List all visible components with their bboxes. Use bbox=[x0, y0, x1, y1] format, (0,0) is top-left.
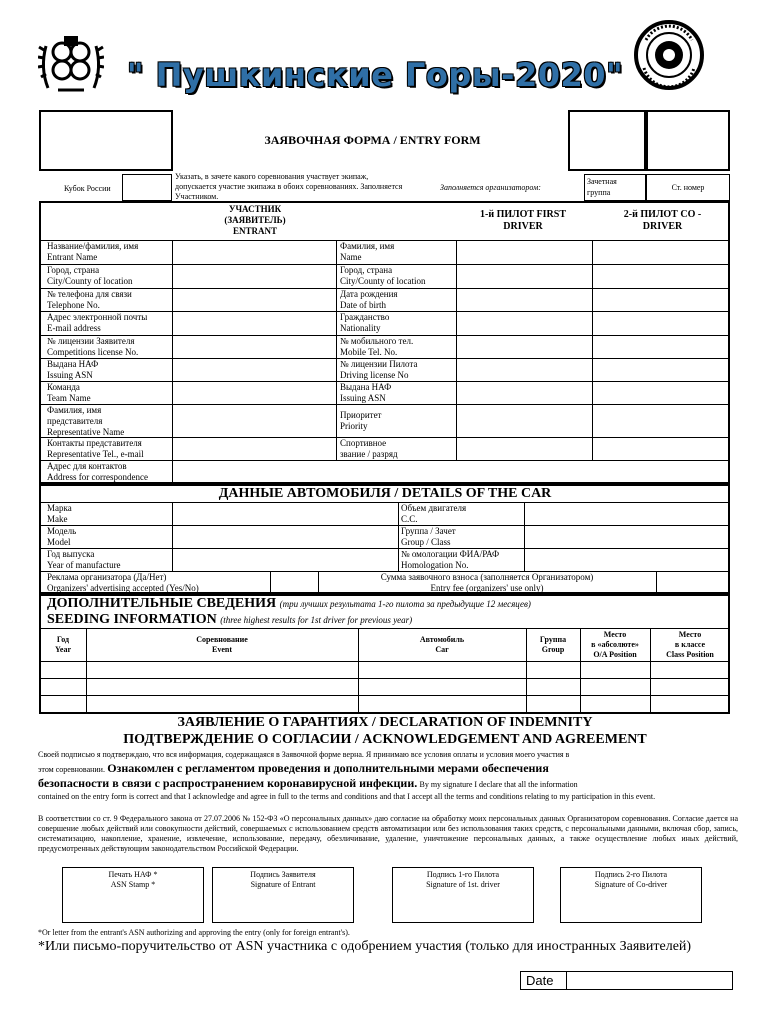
driver-rank-label: Спортивное звание / разряд bbox=[340, 438, 398, 459]
driver-mobile-label: № мобильного тел. Mobile Tel. No. bbox=[340, 336, 414, 357]
col-class-position: Место в классе Class Position bbox=[666, 630, 714, 659]
declaration-p4: contained on the entry form is correct and that I acknowledge and agree in full to the terms and conditions and that I accept all the terms and conditions relating to my participation in this event. bbox=[38, 792, 656, 801]
col-car: Автомобиль Car bbox=[419, 635, 465, 654]
sig-stamp-box[interactable]: Печать НАФ * ASN Stamp * bbox=[62, 867, 204, 923]
driver-nationality-label: Гражданство Nationality bbox=[340, 312, 390, 333]
indicate-note: Указать, в зачете какого соревнования участвует экипаж, допускается участие экипажа в обоих соревнованиях. Заполняется Участником. bbox=[175, 172, 403, 201]
right-emblem bbox=[634, 10, 704, 100]
entrant-city-label: Город, страна City/County of location bbox=[47, 265, 133, 286]
car-homologation-label: № омологации ФИА/РАФ Homologation No. bbox=[401, 549, 500, 570]
car-cc-label: Объем двигателя C.C. bbox=[401, 503, 467, 524]
sig-co-driver-box[interactable]: Подпись 2-го Пилота Signature of Co-driver bbox=[560, 867, 702, 923]
driver-dob-label: Дата рождения Date of birth bbox=[340, 289, 398, 310]
declaration-p5: В соответствии со ст. 9 Федерального закона от 27.07.2006 № 152-ФЗ «О персональных данных» даю согласие на обработку моих персональных данных Организатором соревнования. Согласие дается на совершение любых действий или совокупности действий, совершаемых с использованием средств автоматизации или без использования таких средств, с персональными данными, включая сбор, запись, систематизацию, накопление, хранение, извлечение, использование, передачу, обезличивание, удаление, уничтожение персональных данных, а также осуществление любых иных действий, предусмотренных действующим законодательством Российской Федерации. bbox=[38, 814, 738, 853]
driver-name-label: Фамилия, имя Name bbox=[340, 241, 395, 262]
rep-name-label: Фамилия, имя представителя Representative Name bbox=[47, 405, 125, 437]
acknowledgement-title: ПОДТВЕРЖДЕНИЕ О СОГЛАСИИ / ACKNOWLEDGEMENT AND AGREEMENT bbox=[123, 732, 647, 747]
seeding-title-ru: ДОПОЛНИТЕЛЬНЫЕ СВЕДЕНИЯ (три лучших результата 1-го пилота за предыдущие 12 месяцев) bbox=[47, 596, 531, 611]
sig-entrant-box[interactable]: Подпись Заявителя Signature of Entrant bbox=[212, 867, 354, 923]
club-seal-icon bbox=[634, 10, 704, 100]
entrant-asn-label: Выдана НАФ Issuing ASN bbox=[47, 359, 99, 380]
entrant-name-label: Название/фамилия, имя Entrant Name bbox=[47, 241, 139, 262]
form-title: ЗАЯВОЧНАЯ ФОРМА / ENTRY FORM bbox=[264, 133, 481, 147]
car-section-title: ДАННЫЕ АВТОМОБИЛЯ / DETAILS OF THE CAR bbox=[218, 486, 552, 501]
col-oa-position: Место в «абсолюте» O/A Position bbox=[591, 630, 639, 659]
sig-first-driver-box[interactable]: Подпись 1-го Пилота Signature of 1st. driver bbox=[392, 867, 534, 923]
cup-label: Кубок России bbox=[64, 184, 111, 193]
address-label: Адрес для контактов Address for correspondence bbox=[47, 461, 148, 482]
entry-fee-label: Сумма заявочного взноса (заполняется Организатором) Entry fee (organizers' use only) bbox=[380, 572, 594, 593]
car-make-label: Марка Make bbox=[47, 503, 72, 524]
declaration-title: ЗАЯВЛЕНИЕ О ГАРАНТИЯХ / DECLARATION OF INDEMNITY bbox=[177, 715, 593, 730]
box-right-2 bbox=[646, 110, 730, 171]
first-driver-header: 1-й ПИЛОТ FIRST DRIVER bbox=[479, 209, 566, 232]
co-driver-header: 2-й ПИЛОТ CO - DRIVER bbox=[623, 209, 702, 232]
driver-license-label: № лицензии Пилота Driving license No bbox=[340, 359, 418, 380]
photo-box-left bbox=[39, 110, 173, 171]
car-group-label: Группа / Зачет Group / Class bbox=[401, 526, 456, 547]
declaration-p3: безопасности в связи с распространением коронавирусной инфекции. By my signature I declare that all the information bbox=[38, 776, 578, 790]
seeding-title-en: SEEDING INFORMATION (three highest results for 1st driver for previous year) bbox=[47, 612, 413, 627]
entrant-email-label: Адрес электронной почты E-mail address bbox=[47, 312, 148, 333]
date-label: Date bbox=[526, 973, 554, 988]
car-model-label: Модель Model bbox=[47, 526, 77, 547]
entrant-header: УЧАСТНИК (ЗАЯВИТЕЛЬ) ENTRANT bbox=[224, 204, 286, 236]
rep-contacts-label: Контакты представителя Representative Tel., e-mail bbox=[47, 438, 144, 459]
driver-city-label: Город, страна City/County of location bbox=[340, 265, 426, 286]
col-year: Год Year bbox=[55, 635, 71, 654]
cup-check-box[interactable] bbox=[122, 174, 172, 201]
org-fill-note: Заполняется организатором: bbox=[440, 183, 541, 192]
left-emblem bbox=[38, 28, 104, 96]
footnote-en: *Or letter from the entrant's ASN authorizing and approving the entry (only for foreign entrant's). bbox=[38, 928, 350, 937]
driver-asn-label: Выдана НАФ Issuing ASN bbox=[340, 382, 392, 403]
advertising-label: Реклама организатора (Да/Нет) Organizers' advertising accepted (Yes/No) bbox=[47, 572, 199, 593]
page-title: " Пушкинские Горы-2020" bbox=[126, 56, 624, 94]
col-event: Соревнование Event bbox=[196, 635, 248, 654]
car-year-label: Год выпуска Year of manufacture bbox=[47, 549, 121, 570]
laurel-emblem-icon bbox=[38, 28, 104, 96]
entrant-phone-label: № телефона для связи Telephone No. bbox=[47, 289, 132, 310]
declaration-p2: этом соревновании. Ознакомлен с регламентом проведения и дополнительными мерами обеспечения bbox=[38, 761, 549, 775]
entrant-license-label: № лицензии Заявителя Competitions license No. bbox=[47, 336, 139, 357]
team-name-label: Команда Team Name bbox=[47, 382, 91, 403]
col-group: Группа Group bbox=[539, 635, 567, 654]
box-right-1 bbox=[568, 110, 646, 171]
driver-priority-label: Приоритет Priority bbox=[340, 410, 382, 431]
group-label: Зачетная группа bbox=[587, 177, 617, 197]
start-number-label: Ст. номер bbox=[671, 183, 705, 192]
footnote-ru: *Или письмо-поручительство от ASN участника с одобрением участия (только для иностранных Заявителей) bbox=[38, 939, 692, 954]
declaration-p1: Своей подписью я подтверждаю, что вся информация, содержащаяся в Заявочной форме верна. Я принимаю все условия оплаты и условия моего участия в bbox=[38, 750, 570, 759]
